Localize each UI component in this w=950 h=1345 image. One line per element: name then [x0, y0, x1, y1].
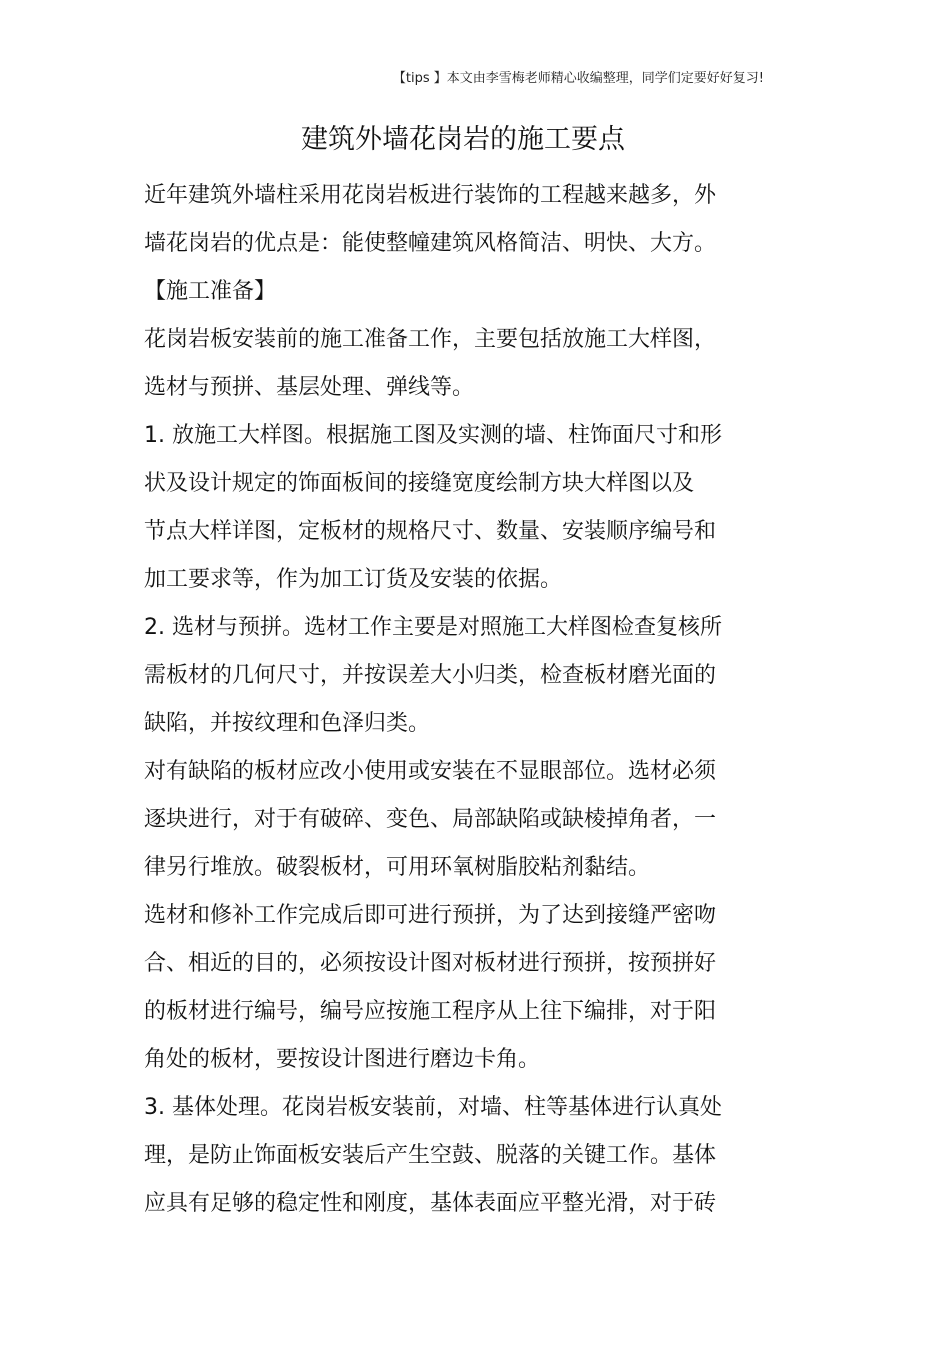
text-line: 逐块进行，对于有破碎、变色、局部缺陷或缺棱掉角者，一: [144, 807, 717, 832]
text-line: 合、相近的目的，必须按设计图对板材进行预拼，按预拼好: [144, 951, 717, 976]
text-line: 节点大样详图，定板材的规格尺寸、数量、安装顺序编号和: [144, 519, 717, 544]
text-line: 2. 选材与预拼。选材工作主要是对照施工大样图检查复核所: [144, 615, 722, 640]
text-line: 状及设计规定的饰面板间的接缝宽度绘制方块大样图以及: [144, 471, 695, 496]
text-line: 选材与预拼、基层处理、弹线等。: [144, 375, 475, 400]
document-title: 建筑外墙花岗岩的施工要点: [301, 124, 625, 155]
text-line: 对有缺陷的板材应改小使用或安装在不显眼部位。选材必须: [144, 759, 717, 784]
text-line: 角处的板材，要按设计图进行磨边卡角。: [144, 1047, 541, 1072]
text-line: 近年建筑外墙柱采用花岗岩板进行装饰的工程越来越多，外: [144, 183, 717, 208]
text-line: 理，是防止饰面板安装后产生空鼓、脱落的关键工作。基体: [144, 1143, 717, 1168]
tips-header: 【tips 】本文由李雪梅老师精心收编整理，同学们定要好好复习!: [392, 71, 764, 86]
text-line: 加工要求等，作为加工订货及安装的依据。: [144, 567, 563, 592]
text-line: 3. 基体处理。花岗岩板安装前，对墙、柱等基体进行认真处: [144, 1095, 722, 1120]
section-heading: 【施工准备】: [144, 279, 277, 304]
text-line: 需板材的几何尺寸，并按误差大小归类，检查板材磨光面的: [144, 663, 717, 688]
text-line: 应具有足够的稳定性和刚度，基体表面应平整光滑，对于砖: [144, 1191, 717, 1216]
text-line: 选材和修补工作完成后即可进行预拼，为了达到接缝严密吻: [144, 903, 717, 928]
text-line: 的板材进行编号，编号应按施工程序从上往下编排，对于阳: [144, 999, 717, 1024]
text-line: 墙花岗岩的优点是：能使整幢建筑风格简洁、明快、大方。: [144, 231, 717, 256]
text-line: 缺陷，并按纹理和色泽归类。: [144, 711, 431, 736]
text-line: 花岗岩板安装前的施工准备工作，主要包括放施工大样图，: [144, 327, 717, 352]
text-line: 1. 放施工大样图。根据施工图及实测的墙、柱饰面尺寸和形: [144, 423, 722, 448]
text-line: 律另行堆放。破裂板材，可用环氧树脂胶粘剂黏结。: [144, 855, 651, 880]
